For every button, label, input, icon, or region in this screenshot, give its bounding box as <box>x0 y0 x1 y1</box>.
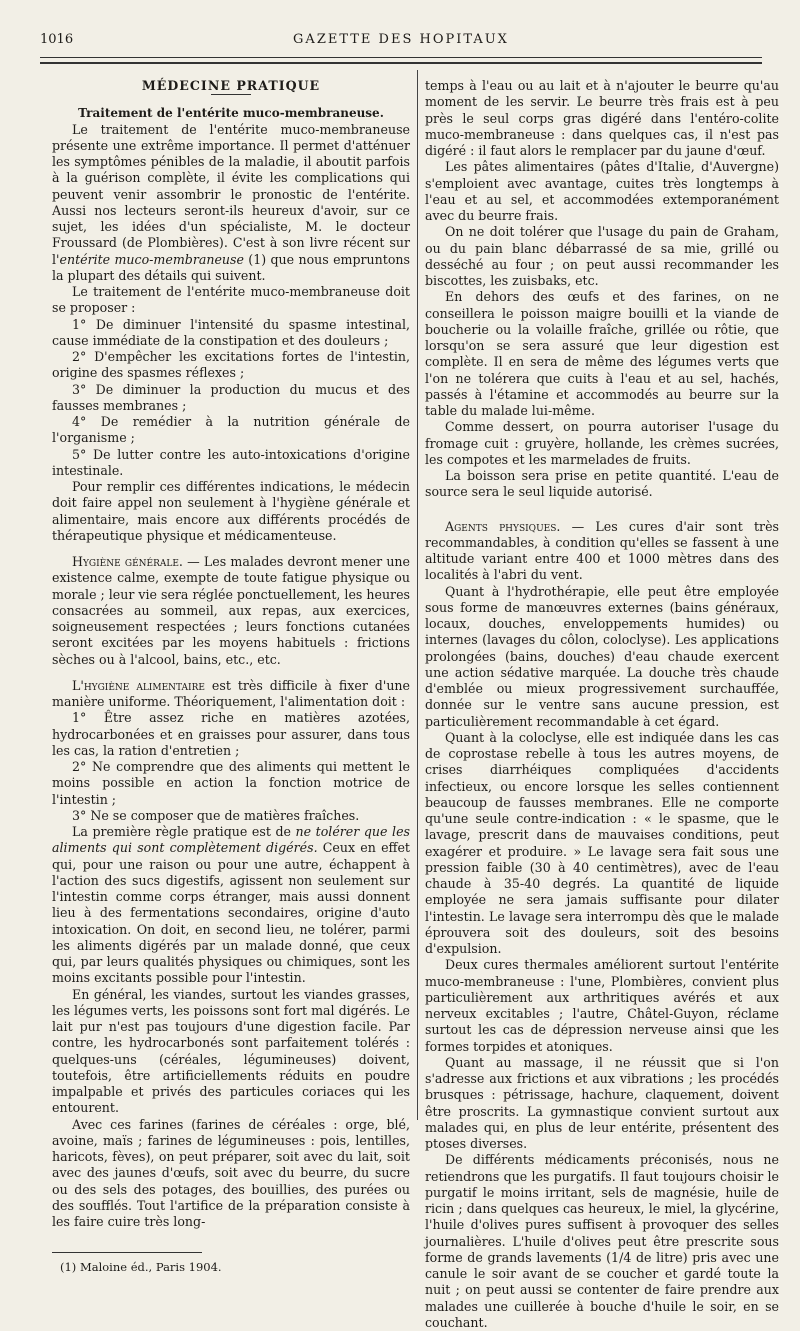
footnote-rule <box>52 1252 202 1253</box>
column-divider <box>417 70 418 1120</box>
paragraph: L'hygiène alimentaire est très difficile à fixer d'une manière uniforme. Théoriquement, l'alimentation doit : <box>52 677 410 709</box>
page-number: 1016 <box>40 32 74 47</box>
list-item: 1° De diminuer l'intensité du spasme intestinal, cause immédiate de la constipation et des douleurs ; <box>52 316 410 348</box>
list-item: 4° De remédier à la nutrition générale de l'organisme ; <box>52 414 410 446</box>
header-rule <box>40 57 762 58</box>
list-item: 3° Ne se composer que de matières fraîches. <box>72 807 360 823</box>
paragraph: Deux cures thermales améliorent surtout l'entérite muco-membraneuse : l'une, Plombières, convient plus particulièrement aux arthritiques avérés et aux nerveux excitables ; l'autre, Châtel-Guyon, réclame surtout les cas de dépression nerveuse ainsi que les formes torpides et atoniques. <box>425 957 779 1054</box>
title-rule <box>211 94 251 95</box>
paragraph: temps à l'eau ou au lait et à n'ajouter le beurre qu'au moment de les servir. Le beurre très frais est à peu près le seul corps gras digéré dans l'entéro-colite muco-membraneuse : dans quelques cas, il n'est pas digéré : il faut alors le remplacer par du jaune d'œuf. <box>425 78 779 158</box>
paragraph: Avec ces farines (farines de céréales : orge, blé, avoine, maïs ; farines de légumineuses : pois, lentilles, haricots, fèves), on peut préparer, soit avec du lait, soit avec des jaunes d'œufs, soit avec du beurre, du sucre ou des sels des potages, des bouillies, des purées ou des soufflés. Tout l'artifice de la préparation consiste à les faire cuire très long- <box>52 1116 410 1229</box>
header-rule-thick <box>40 62 762 64</box>
paragraph: Pour remplir ces différentes indications, le médecin doit faire appel non seulement à l'hygiène générale et alimentaire, mais encore aux différents procédés de thérapeutique physique et médicamenteuse. <box>52 479 410 543</box>
paragraph: Comme dessert, on pourra autoriser l'usage du fromage cuit : gruyère, hollande, les crèmes sucrées, les compotes et les marmelades de fruits. <box>425 419 779 467</box>
paragraph: Agents physiques. — Les cures d'air sont très recommandables, à condition qu'elles se fassent à une altitude variant entre 400 et 1000 mètres dans des localités à l'abri du vent. <box>425 518 779 583</box>
paragraph: Quant à l'hydrothérapie, elle peut être employée sous forme de manœuvres externes (bains généraux, locaux, douches, enveloppements humides) ou internes (lavages du côlon, coloclyse). Les applications prolongées (bains, douches) d'eau chaude exercent une action sédative marquée. La douche très chaude d'emblée ou mieux progressivement surchauffée, donnée sur le ventre sans aucune pression, est particulièrement recommandable à cet égard. <box>425 583 779 729</box>
list-item: 1° Être assez riche en matières azotées, hydrocarbonées et en graisses pour assurer, dans tous les cas, la ration d'entretien ; <box>52 710 410 758</box>
right-column <box>425 78 779 1330</box>
footnote: (1) Maloine éd., Paris 1904. <box>60 1260 222 1275</box>
subsection-label: Hygiène générale. <box>72 554 183 569</box>
paragraph: En général, les viandes, surtout les viandes grasses, les légumes verts, les poissons sont fort mal digérés. Le lait pur n'est pas toujours d'une digestion facile. Par contre, les hydrocarbonés sont parfaitement tolérés : quelques-uns (céréales, légumineuses) doivent, toutefois, être artificiellements réduits en poudre impalpable et privés des particules coriaces qui les entourent. <box>52 986 410 1116</box>
paragraph: Quant au massage, il ne réussit que si l'on s'adresse aux frictions et aux vibrations ; les procédés brusques : pétrissage, hachure, claquement, doivent être proscrits. La gymnastique convient surtout aux malades qui, en plus de leur entérite, présentent des ptoses diverses. <box>425 1054 779 1151</box>
paragraph: De différents médicaments préconisés, nous ne retiendrons que les purgatifs. Il faut toujours choisir le purgatif le moins irritant, sels de magnésie, huile de ricin ; dans quelques cas heureux, le miel, la glycérine, l'huile d'olives pures suffisent à provoquer des selles journalières. L'huile d'olives peut être prescrite sous forme de grands lavements (1/4 de litre) pris avec une canule le soir avant de se coucher et gardé toute la nuit ; on peut aussi se contenter de faire prendre aux malades une cuillerée à bouche d'huile le soir, en se couchant. <box>425 1152 779 1330</box>
running-header <box>40 32 762 52</box>
list-item: 3° De diminuer la production du mucus et des fausses membranes ; <box>52 381 410 413</box>
article-title: Traitement de l'entérite muco-membraneuse. <box>78 106 384 121</box>
paragraph: Quant à la coloclyse, elle est indiquée dans les cas de coprostase rebelle à tous les autres moyens, de crises diarrhéiques compliquées d'accidents infectieux, ou encore lorsque les selles contiennent beaucoup de fausses membranes. Elle ne comporte qu'une seule contre-indication : « le spasme, que le lavage, prescrit dans de mauvaises conditions, peut exagérer et produire. » Le lavage sera fait sous une pression faible (30 à 40 centimètres), avec de l'eau chaude à 35-40 degrés. La quantité de liquide employée ne sera jamais suffisante pour dilater l'intestin. Le lavage sera interrompu dès que le malade éprouvera soit des douleurs, soit des besoins d'expulsion. <box>425 729 779 956</box>
paragraph: La boisson sera prise en petite quantité. L'eau de source sera le seul liquide autorisé. <box>425 468 779 500</box>
list-item: 2° Ne comprendre que des aliments qui mettent le moins possible en action la fonction motrice de l'intestin ; <box>52 759 410 807</box>
subsection-label: Agents physiques. <box>445 518 561 534</box>
paragraph: Le traitement de l'entérite muco-membraneuse doit se proposer : <box>52 284 410 316</box>
list-item: 2° D'empêcher les excitations fortes de l'intestin, origine des spasmes réflexes ; <box>52 349 410 381</box>
list-item: 5° De lutter contre les auto-intoxications d'origine intestinale. <box>52 446 410 478</box>
left-column <box>52 78 410 1275</box>
subsection-label: L'hygiène alimentaire <box>72 677 205 693</box>
paragraph: On ne doit tolérer que l'usage du pain de Graham, ou du pain blanc débarrassé de sa mie, grillé ou desséché au four ; on peut aussi recommander les biscottes, les zuisbaks, etc. <box>425 224 779 288</box>
paragraph: Hygiène générale. — Les malades devront mener une existence calme, exempte de toute fatigue physique ou morale ; leur vie sera réglée ponctuellement, les heures consacrées au sommeil, aux repas, aux exercices, soigneusement respectées ; leurs fonctions cutanées seront excitées par les moyens habituels : frictions sèches ou à l'alcool, bains, etc., etc. <box>52 554 410 667</box>
paragraph: Le traitement de l'entérite muco-membraneuse présente une extrême importance. Il permet d'atténuer les symptômes pénibles de la maladie, il aboutit parfois à la guérison complète, il évite les complications qui peuvent venir assombrir le pronostic de l'entérite. Aussi nos lecteurs seront-ils heureux d'avoir, sur ce sujet, les idées d'un spécialiste, M. le docteur Froussard (de Plombières). C'est à son livre récent sur l'entérite muco-membraneuse (1) que nous empruntons la plupart des détails qui suivent. <box>52 121 410 283</box>
paragraph: Les pâtes alimentaires (pâtes d'Italie, d'Auvergne) s'emploient avec avantage, cuites très longtemps à l'eau et au sel, et accommodées extemporanément avec du beurre frais. <box>425 159 779 223</box>
section-title: MÉDECINE PRATIQUE <box>141 78 321 93</box>
paragraph: La première règle pratique est de ne tolérer que les aliments qui sont complètement digérés. Ceux en effet qui, pour une raison ou pour une autre, échappent à l'action des sucs digestifs, agissent non seulement sur l'intestin comme corps étranger, mais aussi donnent lieu à des fermentations secondaires, origine d'auto intoxication. On doit, en second lieu, ne tolérer, parmi les aliments digérés par un malade donné, que ceux qui, par leurs qualités physiques ou chimiques, sont les moins excitants possible pour l'intestin. <box>52 824 410 986</box>
paragraph: En dehors des œufs et des farines, on ne conseillera le poisson maigre bouilli et la viande de boucherie ou la volaille fraîche, grillée ou rôtie, que lorsqu'on se sera assuré que leur digestion est complète. Il en sera de même des légumes verts que l'on ne tolérera que cuits à l'eau et au sel, hachés, passés à l'étamine et accommodés au beurre sur la table du malade lui-même. <box>425 289 779 418</box>
journal-title: GAZETTE DES HOPITAUX <box>293 32 509 47</box>
